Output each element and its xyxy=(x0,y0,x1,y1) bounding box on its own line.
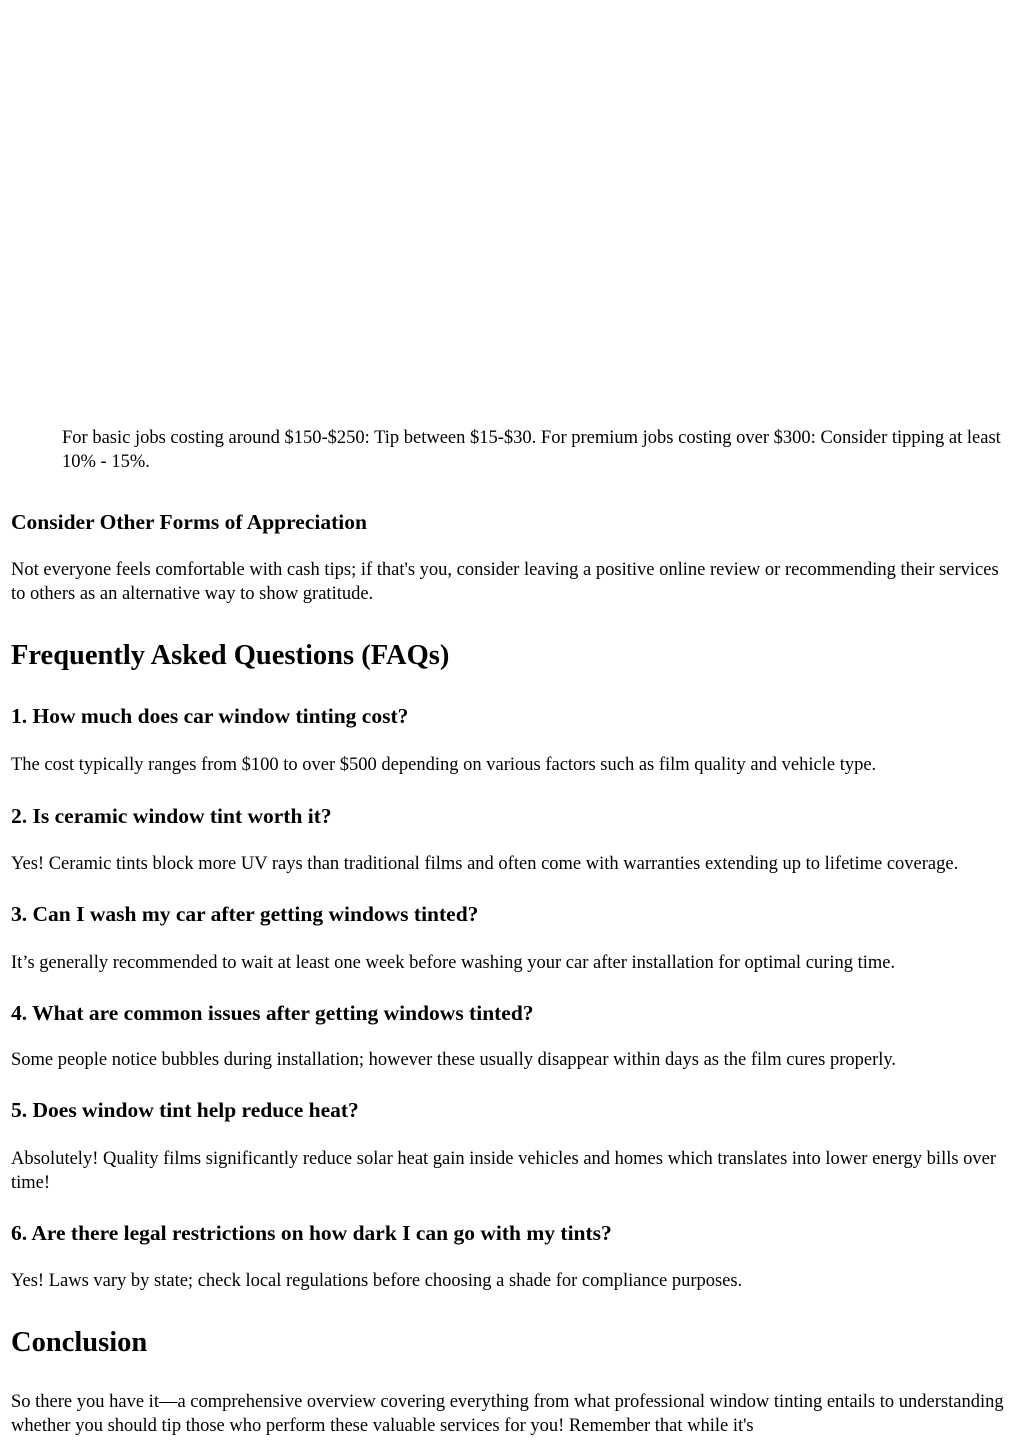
faq-question: 4. What are common issues after getting windows tinted? xyxy=(11,1001,534,1025)
faq-answer: It’s generally recommended to wait at least one week before washing your car after installation for optimal curing time. xyxy=(11,953,896,973)
faq-answer: Yes! Ceramic tints block more UV rays than traditional films and often come with warranties extending up to lifetime coverage. xyxy=(11,854,959,874)
appreciation-text: Not everyone feels comfortable with cash tips; if that's you, consider leaving a positive online review or recommending their services to others as an alternative way to show gratitude. xyxy=(11,560,999,604)
faq-answer: The cost typically ranges from $100 to over $500 depending on various factors such as film quality and vehicle type. xyxy=(11,755,877,775)
faq-answer: Yes! Laws vary by state; check local regulations before choosing a shade for compliance purposes. xyxy=(11,1271,743,1291)
faq-question: 5. Does window tint help reduce heat? xyxy=(11,1098,359,1122)
faq-question: 6. Are there legal restrictions on how dark I can go with my tints? xyxy=(11,1221,612,1245)
appreciation-heading: Consider Other Forms of Appreciation xyxy=(11,510,367,534)
faq-answer: Some people notice bubbles during installation; however these usually disappear within days as the film cures properly. xyxy=(11,1050,897,1070)
conclusion-heading: Conclusion xyxy=(11,1327,148,1358)
faq-question: 3. Can I wash my car after getting windows tinted? xyxy=(11,902,479,926)
faq-question: 2. Is ceramic window tint worth it? xyxy=(11,804,332,828)
faq-answer: Absolutely! Quality films significantly reduce solar heat gain inside vehicles and homes which translates into lower energy bills over time! xyxy=(11,1149,997,1193)
article-body xyxy=(11,0,1011,1438)
blank-image-area xyxy=(11,0,1011,426)
faq-heading: Frequently Asked Questions (FAQs) xyxy=(11,640,450,671)
faq-question: 1. How much does car window tinting cost? xyxy=(11,704,409,728)
conclusion-text: So there you have it—a comprehensive overview covering everything from what professional window tinting entails to understanding whether you should tip those who perform these valuable services for you! Remember that while it's xyxy=(11,1392,1004,1436)
tip-guidance-quote: For basic jobs costing around $150-$250: Tip between $15-$30. For premium jobs costing over $300: Consider tipping at least 10% - 15%. xyxy=(62,428,1001,472)
